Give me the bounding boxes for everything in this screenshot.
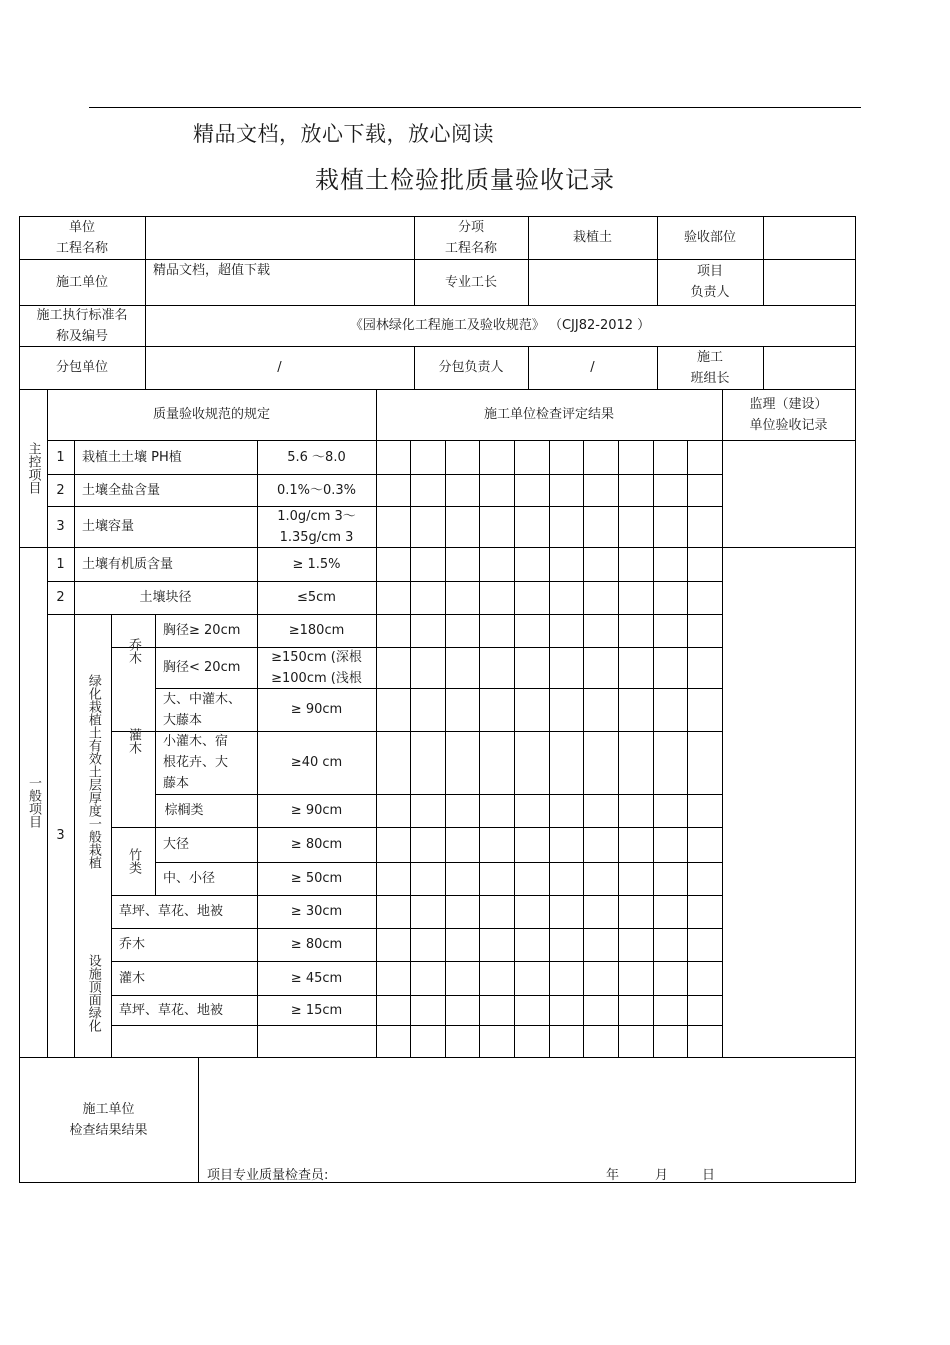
grid-line [410,440,411,1058]
general-item-no: 1 [56,556,65,572]
top-rule [89,107,861,108]
page-title: 栽植土检验批质量验收记录 [315,166,615,194]
project-leader-label: 项目 负责人 [690,264,730,300]
header-note: 精品文档，放心下载，放心阅读 [193,122,494,146]
general-item-value: ≥ 1.5% [292,556,341,572]
requirement-value: ≥ 80cm [290,837,343,852]
project-leader-value[interactable] [763,259,855,305]
general-item-no: 2 [56,590,65,605]
grid-line [855,216,856,1183]
grid-line [376,389,377,1058]
spec-column-header: 质量验收规范的规定 [152,407,270,422]
requirement-name: 草坪、草花、地被 [119,1002,224,1018]
subcontractor-label: 分包单位 [55,360,108,375]
sub-project-label: 分项 工程名称 [444,219,497,256]
requirement-value: ≥40 cm [290,755,343,770]
requirement-name: 乔木 [119,937,146,952]
grid-line [583,440,584,1058]
supervision-column-header: 监理（建设） 单位验收记录 [749,396,828,433]
requirement-value: ≥ 90cm [290,702,343,717]
requirement-name: 中、小径 [163,871,216,886]
requirement-name: 草坪、草花、地被 [119,904,224,919]
footer-month: 月 [655,1168,669,1183]
grid-line [198,1057,199,1183]
main-control-label: 主控项目 [25,442,41,494]
main-item-value: 5.6 ～8.0 [287,449,346,465]
requirement-value: ≥ 45cm [290,970,343,986]
soil-depth-general-label: 绿化栽植土有效土层厚度一般栽植 [85,673,101,869]
general-item-name: 土壤有机质含量 [82,556,174,572]
grid-line [445,440,446,1058]
requirement-name: 胸径≥ 20cm [163,623,241,638]
footer-year: 年 [606,1168,620,1183]
standard-label: 施工执行标准名 称及编号 [36,307,128,344]
requirement-name: 小灌木、宿 根花卉、大 藤本 [163,734,229,791]
requirement-value: ≥ 15cm [290,1002,343,1018]
inspector-signature-line [207,1164,328,1183]
footer-day: 日 [702,1168,716,1183]
grid-line [653,440,654,1058]
requirement-name: 棕榈类 [164,803,204,818]
acceptance-part-label: 验收部位 [683,230,736,245]
general-item-name: 土壤块径 [139,590,192,605]
sub-leader-label: 分包负责人 [438,360,504,375]
main-item-name: 土壤全盐含量 [82,482,161,498]
general-item-value: ≤5cm [297,590,336,605]
general-item-no: 3 [56,828,65,843]
result-footer-label: 施工单位 检查结果结果 [69,1101,148,1138]
requirement-value: ≥ 30cm [290,904,343,919]
sub-project-value[interactable]: 栽植土 [572,230,612,245]
main-item-value: 0.1%～0.3% [276,482,357,498]
foreman-value[interactable] [528,259,657,305]
grid-line [722,389,723,1058]
main-item-name: 土壤容量 [82,519,135,534]
team-leader-label: 施工 班组长 [690,349,730,386]
grid-line [479,440,480,1058]
grid-line [19,1182,856,1183]
requirement-name: 大径 [163,837,190,852]
sub-leader-value[interactable]: / [590,360,595,375]
main-item-no: 1 [56,449,65,465]
main-item-value: 1.0g/cm 3～ 1.35g/cm 3 [277,508,356,545]
acceptance-part-value[interactable] [763,216,855,259]
soil-depth-roof-label: 设施顶面绿化 [85,953,101,1032]
requirement-value: ≥ 80cm [290,937,343,952]
subcontractor-value[interactable]: / [277,360,282,375]
shrub-label: 灌木 [126,728,141,754]
arbor-label: 乔木 [126,638,141,664]
grid-line [514,440,515,1058]
grid-line [549,440,550,1058]
bamboo-label: 竹类 [126,848,141,874]
grid-line [618,440,619,1058]
requirement-value: ≥ 50cm [290,871,343,886]
team-leader-value[interactable] [763,346,855,389]
construction-unit-value[interactable]: 精品文档，超值下载 [153,263,271,278]
requirement-name: 胸径< 20cm [163,660,241,675]
unit-project-value[interactable] [145,216,414,259]
main-item-no: 3 [56,519,65,534]
requirement-value: ≥150cm (深根 ≥100cm (浅根 [271,649,362,686]
main-item-name: 栽植土土壤 PH植 [82,449,182,465]
requirement-value: ≥ 90cm [290,803,343,818]
foreman-label: 专业工长 [444,274,497,290]
inspector-label: 项目专业质量检查员: [207,1168,329,1183]
standard-value[interactable]: 《园林绿化工程施工及验收规范》 （CJJ82-2012 ） [349,318,651,333]
unit-project-label: 单位 工程名称 [55,219,108,256]
grid-line [687,440,688,1058]
construction-unit-label: 施工单位 [55,274,108,290]
grid-line [111,1025,723,1026]
requirement-name: 大、中灌木、 大藤本 [163,691,242,728]
main-item-no: 2 [56,482,65,498]
requirement-value: ≥180cm [288,623,345,638]
result-column-header: 施工单位检查评定结果 [483,407,614,422]
general-items-label: 一般项目 [26,776,41,828]
requirement-name: 灌木 [119,970,146,986]
